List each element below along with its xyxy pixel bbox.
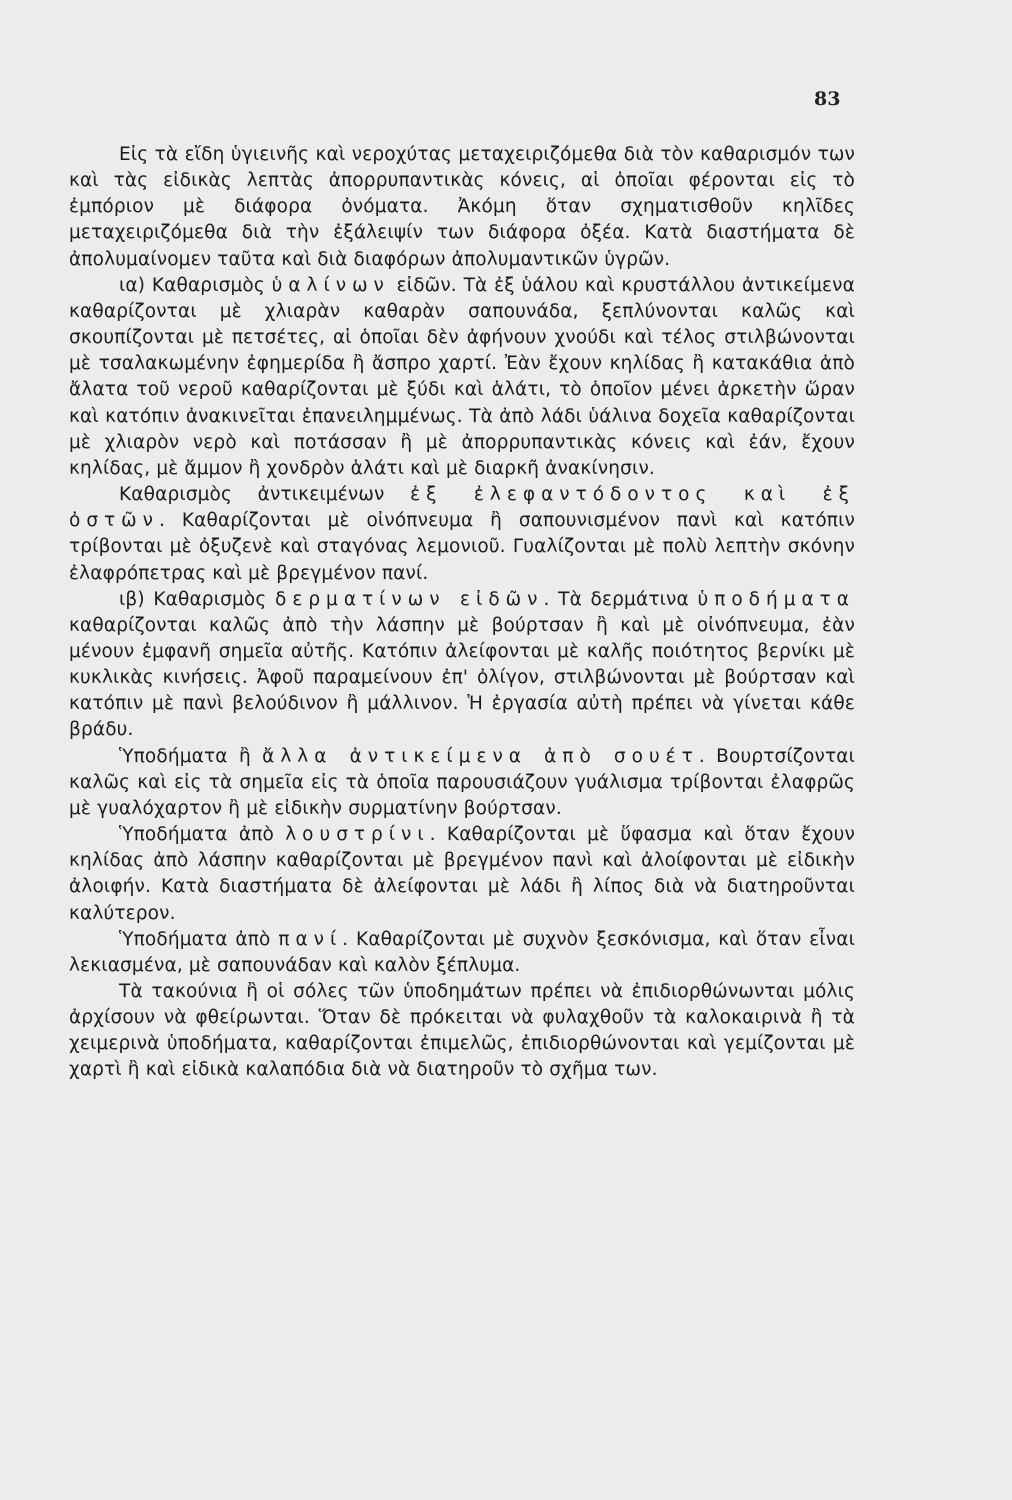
paragraph-lead: Ὑποδήματα ἀπὸ (119, 928, 279, 950)
paragraph-text: καθαρίζονται καλῶς ἀπὸ τὴν λάσπην μὲ βούρτσαν ἢ καὶ μὲ οἰνόπνευμα, ἐὰν μένουν ἐμφανῆ σημεῖα αὐτῆς. Κατόπιν ἀλείφονται μὲ καλῆς ποιότητος βερνίκι μὲ κυκλικὰς κινήσεις. Ἀφοῦ παραμείνουν ἐπ' ὀλίγον, στιλβώνονται μὲ βούρτσαν καὶ κατόπιν μὲ πανὶ βελούδινον ἢ μάλλινον. Ἡ ἐργασία αὐτὴ πρέπει νὰ γίνεται κάθε βράδυ. (69, 614, 855, 741)
paragraph-text: . Τὰ δερμάτινα (543, 588, 698, 610)
paragraph-leather-items (69, 587, 855, 744)
paragraph-patent-leather (69, 822, 855, 927)
page-number: 83 (814, 88, 841, 110)
section-heading: ιβ) Καθαρισμὸς (119, 588, 275, 610)
emphasis-term: ὑαλίνων (271, 274, 390, 296)
paragraph-text: . Καθαρίζονται μὲ ὕφασμα καὶ ὅταν ἔχουν κηλίδας ἀπὸ λάσπην καθαρίζονται μὲ βρεγμένον πανὶ καὶ ἀλοίφονται μὲ εἰδικὴν ἀλοιφήν. Κατὰ διαστήματα δὲ ἀλείφονται μὲ λάδι ἢ λίπος διὰ νὰ διατηροῦνται καλύτερον. (69, 824, 855, 924)
paragraph-text: . Καθαρίζονται μὲ συχνὸν ξεσκόνισμα, καὶ ὅταν εἶναι λεκιασμένα, μὲ σαπουνάδαν καὶ καλὸν ξέπλυμα. (69, 928, 856, 976)
section-heading: ια) Καθαρισμὸς (119, 274, 272, 296)
emphasis-term: δερματίνων εἰδῶν (275, 588, 544, 610)
paragraph-lead: Καθαρισμὸς ἀντικειμένων (119, 484, 411, 506)
paragraph-glass-items (69, 273, 855, 482)
emphasis-term: λουστρίνι (285, 824, 430, 846)
paragraph-suede (69, 744, 855, 822)
paragraph-sanitary-ware (69, 142, 855, 273)
paragraph-cloth-shoes (69, 927, 855, 979)
paragraph-text: Τὰ τακούνια ἢ οἱ σόλες τῶν ὑποδημάτων πρέπει νὰ ἐπιδιορθώνωνται μόλις ἀρχίσουν νὰ φθείρωνται. Ὅταν δὲ πρόκειται νὰ φυλαχθοῦν τὰ καλοκαιρινὰ ἢ τὰ χειμερινὰ ὑποδήματα, καθαρίζονται ἐπιμελῶς, ἐπιδιορθώνονται καὶ γεμίζονται μὲ χαρτὶ ἢ καὶ εἰδικὰ καλαπόδια διὰ νὰ διατηροῦν τὸ σχῆμα των. (69, 981, 855, 1081)
emphasis-term: ἄλλα ἀντικείμενα ἀπὸ σουέτ (262, 745, 699, 767)
emphasis-term: ὑποδήματα (697, 588, 855, 610)
paragraph-lead: Ὑποδήματα ἀπὸ (119, 824, 286, 846)
paragraph-lead: Ὑποδήματα ἢ (119, 745, 263, 767)
body-text (69, 142, 855, 1084)
paragraph-text: . Καθαρίζονται μὲ οἰνόπνευμα ἢ σαπουνισμένον πανὶ καὶ κατόπιν τρίβονται μὲ ὀξυζενὲ καὶ σταγόνας λεμονιοῦ. Γυαλίζονται μὲ πολὺ λεπτὴν σκόνην ἐλαφρόπετρας καὶ μὲ βρεγμένον πανί. (69, 510, 855, 584)
paragraph-text: . Βουρτσίζονται καλῶς καὶ εἰς τὰ σημεῖα εἰς τὰ ὁποῖα παρουσιάζουν γυάλισμα τρίβονται ἐλαφρῶς μὲ γυαλόχαρτον ἢ μὲ εἰδικὴν συρματίνην βούρτσαν. (69, 745, 856, 819)
paragraph-heels-soles (69, 979, 855, 1084)
paragraph-ivory-bone (69, 482, 855, 587)
emphasis-term: ἐξ ἐλεφαντόδοντος καὶ ἐξ ὀστῶν (69, 484, 855, 532)
paragraph-text: Εἰς τὰ εἴδη ὑγιεινῆς καὶ νεροχύτας μεταχειριζόμεθα διὰ τὸν καθαρισμόν των καὶ τὰς εἰδικὰς λεπτὰς ἀπορρυπαντικὰς κόνεις, αἱ ὁποῖαι φέρονται εἰς τὸ ἐμπόριον μὲ διάφορα ὀνόματα. Ἀκόμη ὅταν σχηματισθοῦν κηλῖδες μεταχειριζόμεθα διὰ τὴν ἐξάλειψίν των διάφορα ὀξέα. Κατὰ διαστήματα δὲ ἀπολυμαίνομεν ταῦτα καὶ διὰ διαφόρων ἀπολυμαντικῶν ὑγρῶν. (69, 144, 855, 270)
paragraph-text: εἰδῶν. Τὰ ἐξ ὑάλου καὶ κρυστάλλου ἀντικείμενα καθαρίζονται μὲ χλιαρὰν καθαρὰν σαπουνάδα, ξεπλύνονται καλῶς καὶ σκουπίζονται μὲ πετσέτες, αἱ ὁποῖαι δὲν ἀφήνουν χνούδι καὶ τέλος στιλβώνονται μὲ τσαλακωμένην ἐφημερίδα ἢ ἄσπρο χαρτί. Ἐὰν ἔχουν κηλίδας ἢ κατακάθια ἀπὸ ἄλατα τοῦ νεροῦ καθαρίζονται μὲ ξύδι καὶ ἁλάτι, τὸ ὁποῖον μένει ἀρκετὴν ὥραν καὶ κατόπιν ἀνακινεῖται ἐπανειλημμένως. Τὰ ἀπὸ λάδι ὑάλινα δοχεῖα καθαρίζονται μὲ χλιαρὸν νερὸ καὶ ποτάσσαν ἢ μὲ ἀπορρυπαντικὰς κόνεις καὶ ἐάν, ἔχουν κηλίδας, μὲ ἄμμον ἢ χονδρὸν ἁλάτι καὶ μὲ διαρκῆ ἀνακίνησιν. (69, 274, 855, 479)
emphasis-term: πανί (278, 928, 343, 950)
